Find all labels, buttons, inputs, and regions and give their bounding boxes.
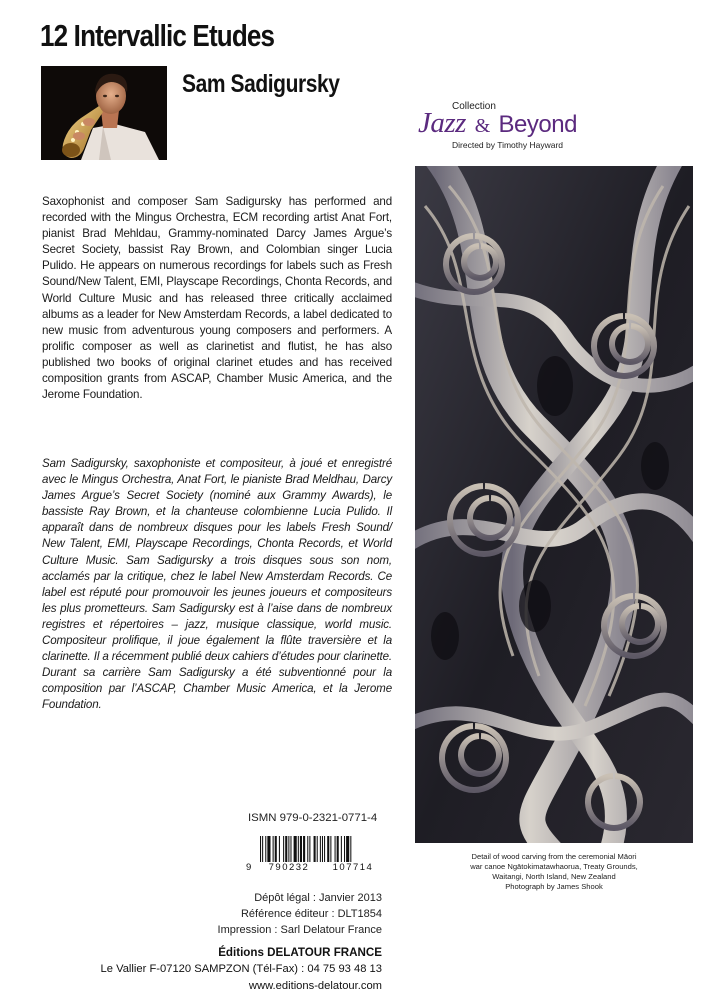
cover-carving-image [415,166,693,843]
collection-name-end: Beyond [498,111,577,138]
barcode-bar [327,836,329,862]
collection-director: Directed by Timothy Hayward [452,140,564,150]
caption-line: war canoe Ngātokimatawhaorua, Treaty Grounds, [470,862,638,871]
bio-french: Sam Sadigursky, saxophoniste et compositeur, à joué et enregistré avec le Mingus Orchestra, Anat Fort, le pianiste Brad Meldhau, Darcy James Argue’s Secret Society (nominé aux Grammy Awards), le bassiste Ray Brown, et la chanteuse colombienne Lucia Pulido. Il apparaît dans de nombreux disques pour les labels Fresh Sound/ New Talent, EMI, Playscape Recordings, Chonta Records, et World Culture Music. Sam Sadigursky a trois disques sous son nom, acclamés par la critique, chez le label New Amsterdam Records. Ce label est réputé pour promouvoir les jeunes joueurs et compositeurs les plus prometteurs. Sam Sadigursky est à l’aise dans de nombreux registres et répertoires – jazz, musique classique, world music. Compositeur prolifique, il joue également la flûte traversière et la clarinette. Il a récemment publié deux cahiers d’études pour clarinette. Durant sa carrière Sam Sadigursky a été subventionné pour la composition par l’ASCAP, Chamber Music America, et la Jerome Foundation. [42,457,392,712]
barcode-digits-left: 790232 [268,862,310,873]
barcode-bar [337,836,339,862]
publisher-reference: Référence éditeur : DLT1854 [240,908,382,920]
barcode-bar [324,836,325,862]
barcode-bar [273,836,274,862]
publisher-name: Éditions DELATOUR FRANCE [218,946,382,959]
author-photo [41,66,167,160]
barcode-digit-first: 9 [246,862,252,873]
barcode-bar [317,836,318,862]
collection-name-amp: & [474,115,490,137]
barcode-bar [341,836,342,862]
barcode-bar [265,836,266,862]
author-portrait-image [41,66,167,160]
depot-legal: Dépôt légal : Janvier 2013 [254,892,382,904]
barcode-bar [283,836,284,862]
barcode-bar [322,836,323,862]
barcode-bar [346,836,349,862]
caption-line: Waitangi, North Island, New Zealand [492,872,616,881]
barcode-bar [298,836,299,862]
bio-english: Saxophonist and composer Sam Sadigursky has performed and recorded with the Mingus Orchestra, ECM recording artist Anat Fort, pianist Brad Mehldau, Grammy-nominated Darcy James Argue’s Secret Society, bassist Ray Brown, and Colombian singer Lucia Pulido. He appears on numerous recordings for labels such as Fresh Sound/New Talent, EMI, Playscape Recordings, Chonta Records, and World Culture Music and has released three critically acclaimed albums as a leader for New Amsterdam Records, a label dedicated to new music from adventurous young composers and performers. A prolific composer as well as clarinetist and flutist, he has also published two books of original clarinet etudes and has received composition grants from ASCAP, Chamber Music America, and the Jerome Foundation. [42,195,392,402]
barcode-bar [314,836,316,862]
barcode-digits-right: 107714 [332,862,374,873]
collection-name [418,107,577,140]
barcode-bar [320,836,321,862]
barcode-bar [309,836,310,862]
caption-line: Photograph by James Shook [505,882,603,891]
legal-info [150,890,382,938]
barcode-bar [335,836,336,862]
barcode-bar [290,836,291,862]
caption-line: Detail of wood carving from the ceremonial Māori [471,852,637,861]
barcode-bar [344,836,345,862]
barcode-digits [246,862,396,878]
publisher-website[interactable]: www.editions-delatour.com [248,980,382,992]
collection-prefix: Collection [452,101,496,112]
ismn-number: ISMN 979-0-2321-0771-4 [248,812,378,824]
barcode-bar [330,836,331,862]
barcode-bar [303,836,305,862]
barcode-bar [279,836,280,862]
carving-artwork [415,166,693,843]
barcode-bar [300,836,302,862]
book-title: 12 Intervallic Etudes [40,18,275,53]
barcode-bar [267,836,270,862]
impression: Impression : Sarl Delatour France [217,924,382,936]
publisher-address: Le Vallier F-07120 SAMPZON (Tél-Fax) : 04 75 93 48 13 [100,963,382,975]
publisher-block [100,944,382,995]
barcode-bar [275,836,277,862]
collection-name-main: Jazz [418,107,466,139]
barcode-bar [294,836,297,862]
collection-logo [418,95,618,155]
barcode-bar [288,836,289,862]
author-name: Sam Sadigursky [182,70,340,98]
carving-caption [415,852,693,892]
barcode-bar [285,836,287,862]
